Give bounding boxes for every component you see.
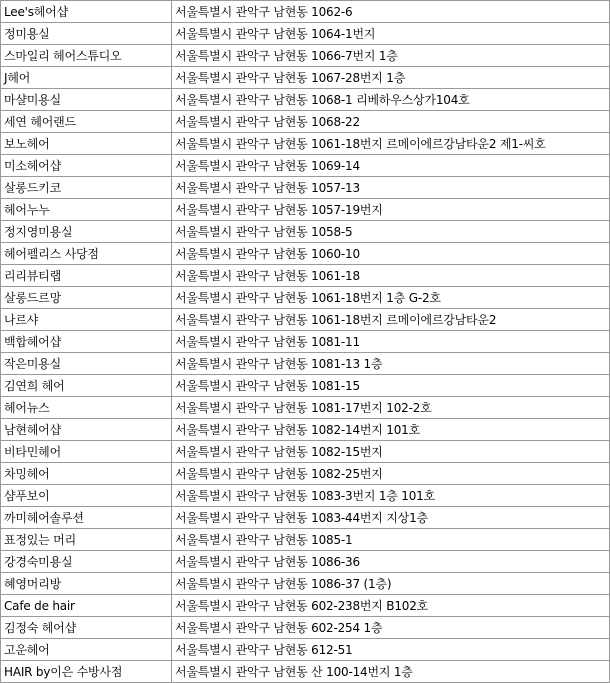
table-row bbox=[1, 441, 610, 463]
table-row bbox=[1, 111, 610, 133]
salon-name-cell[interactable]: 까미헤어솔루션 bbox=[1, 507, 172, 529]
salon-address-cell[interactable]: 서울특별시 관악구 남현동 612-51 bbox=[172, 639, 610, 661]
salon-name-cell[interactable]: 보노헤어 bbox=[1, 133, 172, 155]
table-row bbox=[1, 573, 610, 595]
table-row bbox=[1, 353, 610, 375]
salon-name-cell[interactable]: 차밍헤어 bbox=[1, 463, 172, 485]
salon-address-cell[interactable]: 서울특별시 관악구 남현동 1057-13 bbox=[172, 177, 610, 199]
salon-name-cell[interactable]: 나르샤 bbox=[1, 309, 172, 331]
table-row bbox=[1, 1, 610, 23]
salon-name-cell[interactable]: 남현헤어샵 bbox=[1, 419, 172, 441]
salon-address-cell[interactable]: 서울특별시 관악구 남현동 1082-14번지 101호 bbox=[172, 419, 610, 441]
salon-address-cell[interactable]: 서울특별시 관악구 남현동 1064-1번지 bbox=[172, 23, 610, 45]
table-row bbox=[1, 375, 610, 397]
salon-name-cell[interactable]: 비타민헤어 bbox=[1, 441, 172, 463]
salon-address-cell[interactable]: 서울특별시 관악구 남현동 1083-44번지 지상1층 bbox=[172, 507, 610, 529]
salon-address-cell[interactable]: 서울특별시 관악구 남현동 1082-15번지 bbox=[172, 441, 610, 463]
table-row bbox=[1, 507, 610, 529]
salon-name-cell[interactable]: HAIR by이은 수방사점 bbox=[1, 661, 172, 683]
salon-name-cell[interactable]: 헤어누누 bbox=[1, 199, 172, 221]
table-row bbox=[1, 463, 610, 485]
table-body bbox=[1, 1, 610, 683]
table-row bbox=[1, 221, 610, 243]
salon-name-cell[interactable]: 백합헤어샵 bbox=[1, 331, 172, 353]
salon-name-cell[interactable]: 세연 헤어랜드 bbox=[1, 111, 172, 133]
salon-address-cell[interactable]: 서울특별시 관악구 남현동 1061-18번지 르메이에르강남타운2 제1-씨호 bbox=[172, 133, 610, 155]
table-row bbox=[1, 309, 610, 331]
salon-name-cell[interactable]: 김연희 헤어 bbox=[1, 375, 172, 397]
salon-name-cell[interactable]: 표정있는 머리 bbox=[1, 529, 172, 551]
table-row bbox=[1, 397, 610, 419]
salon-address-cell[interactable]: 서울특별시 관악구 남현동 1067-28번지 1층 bbox=[172, 67, 610, 89]
salon-address-cell[interactable]: 서울특별시 관악구 남현동 1057-19번지 bbox=[172, 199, 610, 221]
salon-name-cell[interactable]: 작은미용실 bbox=[1, 353, 172, 375]
salon-address-cell[interactable]: 서울특별시 관악구 남현동 1086-36 bbox=[172, 551, 610, 573]
salon-address-cell[interactable]: 서울특별시 관악구 남현동 산 100-14번지 1층 bbox=[172, 661, 610, 683]
salon-name-cell[interactable]: 살롱드키코 bbox=[1, 177, 172, 199]
salon-name-cell[interactable]: 헤어뉴스 bbox=[1, 397, 172, 419]
salon-address-cell[interactable]: 서울특별시 관악구 남현동 1066-7번지 1층 bbox=[172, 45, 610, 67]
table-row bbox=[1, 177, 610, 199]
salon-name-cell[interactable]: Lee's헤어샵 bbox=[1, 1, 172, 23]
salon-address-cell[interactable]: 서울특별시 관악구 남현동 1069-14 bbox=[172, 155, 610, 177]
salon-address-cell[interactable]: 서울특별시 관악구 남현동 602-238번지 B102호 bbox=[172, 595, 610, 617]
salon-address-cell[interactable]: 서울특별시 관악구 남현동 1068-22 bbox=[172, 111, 610, 133]
table-row bbox=[1, 23, 610, 45]
table-row bbox=[1, 661, 610, 683]
table-row bbox=[1, 67, 610, 89]
table-row bbox=[1, 485, 610, 507]
salon-name-cell[interactable]: 강경숙미용실 bbox=[1, 551, 172, 573]
table-row bbox=[1, 199, 610, 221]
salon-address-cell[interactable]: 서울특별시 관악구 남현동 1086-37 (1층) bbox=[172, 573, 610, 595]
table-row bbox=[1, 419, 610, 441]
salon-name-cell[interactable]: 정미용실 bbox=[1, 23, 172, 45]
table-row bbox=[1, 617, 610, 639]
salon-address-cell[interactable]: 서울특별시 관악구 남현동 1061-18번지 르메이에르강남타운2 bbox=[172, 309, 610, 331]
salon-address-cell[interactable]: 서울특별시 관악구 남현동 1081-13 1층 bbox=[172, 353, 610, 375]
salon-address-cell[interactable]: 서울특별시 관악구 남현동 1081-15 bbox=[172, 375, 610, 397]
salon-address-cell[interactable]: 서울특별시 관악구 남현동 1083-3번지 1층 101호 bbox=[172, 485, 610, 507]
salon-name-cell[interactable]: 고운헤어 bbox=[1, 639, 172, 661]
table-row bbox=[1, 243, 610, 265]
salon-address-cell[interactable]: 서울특별시 관악구 남현동 1068-1 리베하우스상가104호 bbox=[172, 89, 610, 111]
salon-name-cell[interactable]: 살롱드르망 bbox=[1, 287, 172, 309]
salon-name-cell[interactable]: 김정숙 헤어샵 bbox=[1, 617, 172, 639]
table-row bbox=[1, 155, 610, 177]
salon-address-cell[interactable]: 서울특별시 관악구 남현동 1082-25번지 bbox=[172, 463, 610, 485]
salon-address-cell[interactable]: 서울특별시 관악구 남현동 1081-17번지 102-2호 bbox=[172, 397, 610, 419]
salon-address-cell[interactable]: 서울특별시 관악구 남현동 1085-1 bbox=[172, 529, 610, 551]
salon-name-cell[interactable]: 스마일리 헤어스튜디오 bbox=[1, 45, 172, 67]
table-row bbox=[1, 331, 610, 353]
table-row bbox=[1, 45, 610, 67]
table-row bbox=[1, 287, 610, 309]
table-row bbox=[1, 595, 610, 617]
salon-name-cell[interactable]: 리리뷰티랩 bbox=[1, 265, 172, 287]
salon-name-cell[interactable]: 정지영미용실 bbox=[1, 221, 172, 243]
salon-address-cell[interactable]: 서울특별시 관악구 남현동 1081-11 bbox=[172, 331, 610, 353]
table-row bbox=[1, 265, 610, 287]
table-row bbox=[1, 133, 610, 155]
salon-address-cell[interactable]: 서울특별시 관악구 남현동 1061-18 bbox=[172, 265, 610, 287]
salon-name-cell[interactable]: 헤어펠리스 사당점 bbox=[1, 243, 172, 265]
table-row bbox=[1, 551, 610, 573]
salon-name-cell[interactable]: 혜영머리방 bbox=[1, 573, 172, 595]
salon-name-cell[interactable]: Cafe de hair bbox=[1, 595, 172, 617]
salon-address-cell[interactable]: 서울특별시 관악구 남현동 602-254 1층 bbox=[172, 617, 610, 639]
salon-address-cell[interactable]: 서울특별시 관악구 남현동 1058-5 bbox=[172, 221, 610, 243]
salon-name-cell[interactable]: 미소헤어샵 bbox=[1, 155, 172, 177]
salon-name-cell[interactable]: J헤어 bbox=[1, 67, 172, 89]
table-row bbox=[1, 89, 610, 111]
salon-address-cell[interactable]: 서울특별시 관악구 남현동 1062-6 bbox=[172, 1, 610, 23]
table-row bbox=[1, 529, 610, 551]
salon-address-cell[interactable]: 서울특별시 관악구 남현동 1060-10 bbox=[172, 243, 610, 265]
table-row bbox=[1, 639, 610, 661]
salon-name-cell[interactable]: 샴푸보이 bbox=[1, 485, 172, 507]
salon-name-cell[interactable]: 마샬미용실 bbox=[1, 89, 172, 111]
salon-address-cell[interactable]: 서울특별시 관악구 남현동 1061-18번지 1층 G-2호 bbox=[172, 287, 610, 309]
